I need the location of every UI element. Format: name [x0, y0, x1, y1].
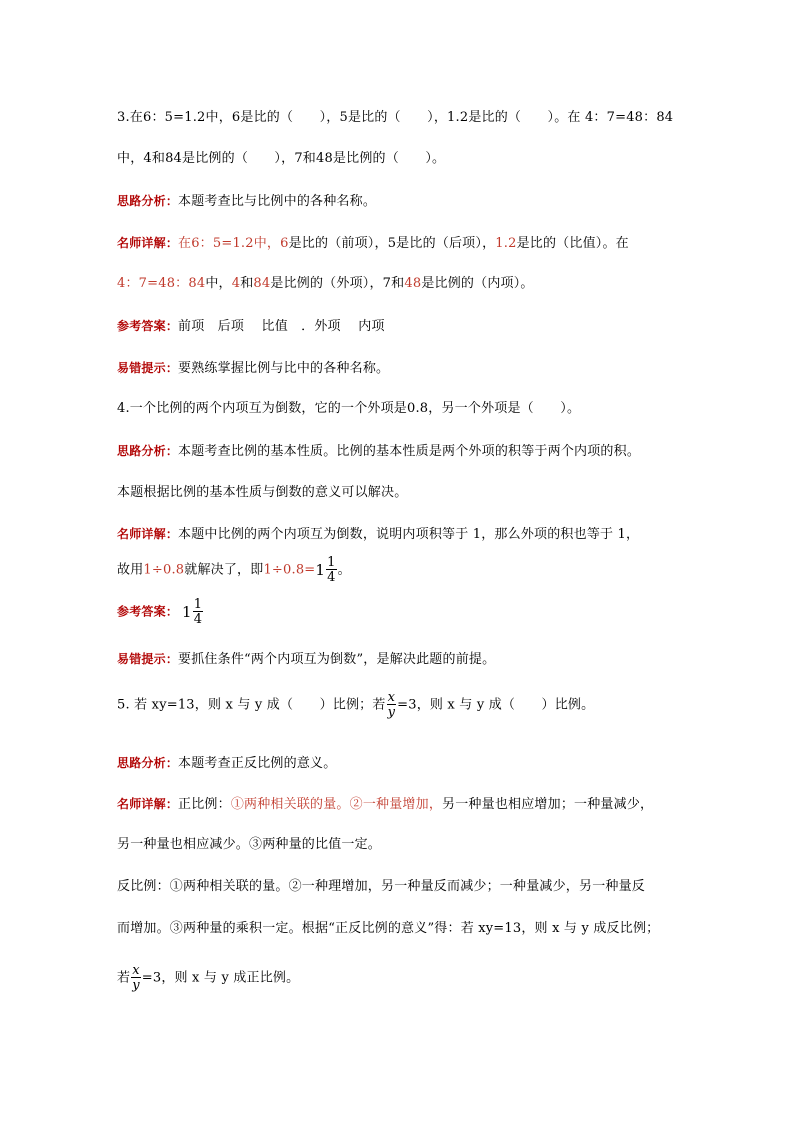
q4-detail-line1: 名师详解：本题中比例的两个内项互为倒数，说明内项积等于 1，那么外项的积也等于 1，	[117, 527, 640, 542]
label-tip: 易错提示	[117, 361, 166, 375]
q3-analysis: 思路分析：本题考查比与比例中的各种名称。	[117, 194, 377, 209]
q3-line2: 中，4和84是比例的（ ），7和48是比例的（ ）。	[117, 151, 446, 166]
q3-answer: 参考答案：前项 后项 比值 ．外项 内项	[117, 319, 385, 334]
label-answer: 参考答案	[117, 319, 166, 333]
mixed-number-whole: 1	[315, 561, 326, 579]
q3-detail-line2: 4：7=48：84中，4和84是比例的（外项），7和48是比例的（内项）。	[117, 276, 534, 291]
q4-answer: 参考答案： 1 $\frac{1}{4}$	[117, 597, 203, 627]
q4-tip: 易错提示：要抓住条件“两个内项互为倒数”，是解决此题的前提。	[117, 652, 496, 667]
label-detail: 名师详解	[117, 236, 166, 250]
q4-detail-line2: 故用1÷0.8就解决了，即1÷0.8=1 $\frac{1}{4}$ 。	[117, 555, 351, 585]
q5-detail-line1: 名师详解：正比例：①两种相关联的量。②一种量增加，另一种量也相应增加；一种量减少，	[117, 797, 654, 812]
q3-detail-line1: 名师详解：在6：5=1.2中，6是比的（前项），5是比的（后项），1.2是比的（比值）。在	[117, 236, 629, 251]
fraction-x-over-y: $\frac{x}{y}$	[132, 963, 140, 993]
fraction-one-quarter: $\frac{1}{4}$	[327, 555, 336, 585]
q5-line1: 5. 若 xy=13，则 x 与 y 成（ ）比例；若 $\frac{x}{y}$ =3，则 x 与 y 成（ ）比例。	[117, 690, 595, 720]
q3-tip: 易错提示：要熟练掌握比例与比中的各种名称。	[117, 361, 390, 376]
label-analysis: 思路分析	[117, 194, 166, 208]
answer-fraction: $\frac{1}{4}$	[193, 597, 203, 627]
answer-whole: 1	[182, 603, 192, 621]
fraction-x-over-y: $\frac{x}{y}$	[387, 690, 396, 720]
q5-detail-line4: 而增加。③两种量的乘积一定。根据“正反比例的意义”得：若 xy=13，则 x 与 y 成反比例；	[117, 921, 660, 936]
q5-detail-line2: 另一种量也相应减少。③两种量的比值一定。	[117, 837, 382, 852]
q5-detail-line5: 若 $\frac{x}{y}$ =3，则 x 与 y 成正比例。	[117, 963, 300, 993]
q4-analysis-line2: 本题根据比例的基本性质与倒数的意义可以解决。	[117, 485, 408, 500]
q4-line1: 4.一个比例的两个内项互为倒数，它的一个外项是0.8，另一个外项是（ ）。	[117, 401, 581, 416]
q4-analysis-line1: 思路分析：本题考查比例的基本性质。比例的基本性质是两个外项的积等于两个内项的积。	[117, 444, 641, 459]
q5-detail-line3: 反比例：①两种相关联的量。②一种理增加，另一种量反而减少；一种量减少，另一种量反	[117, 879, 646, 894]
q5-analysis: 思路分析：本题考查正反比例的意义。	[117, 756, 337, 771]
q3-line1: 3.在6：5=1.2中，6是比的（ ），5是比的（ ），1.2是比的（ ）。在 4：7=48：84	[117, 110, 674, 125]
